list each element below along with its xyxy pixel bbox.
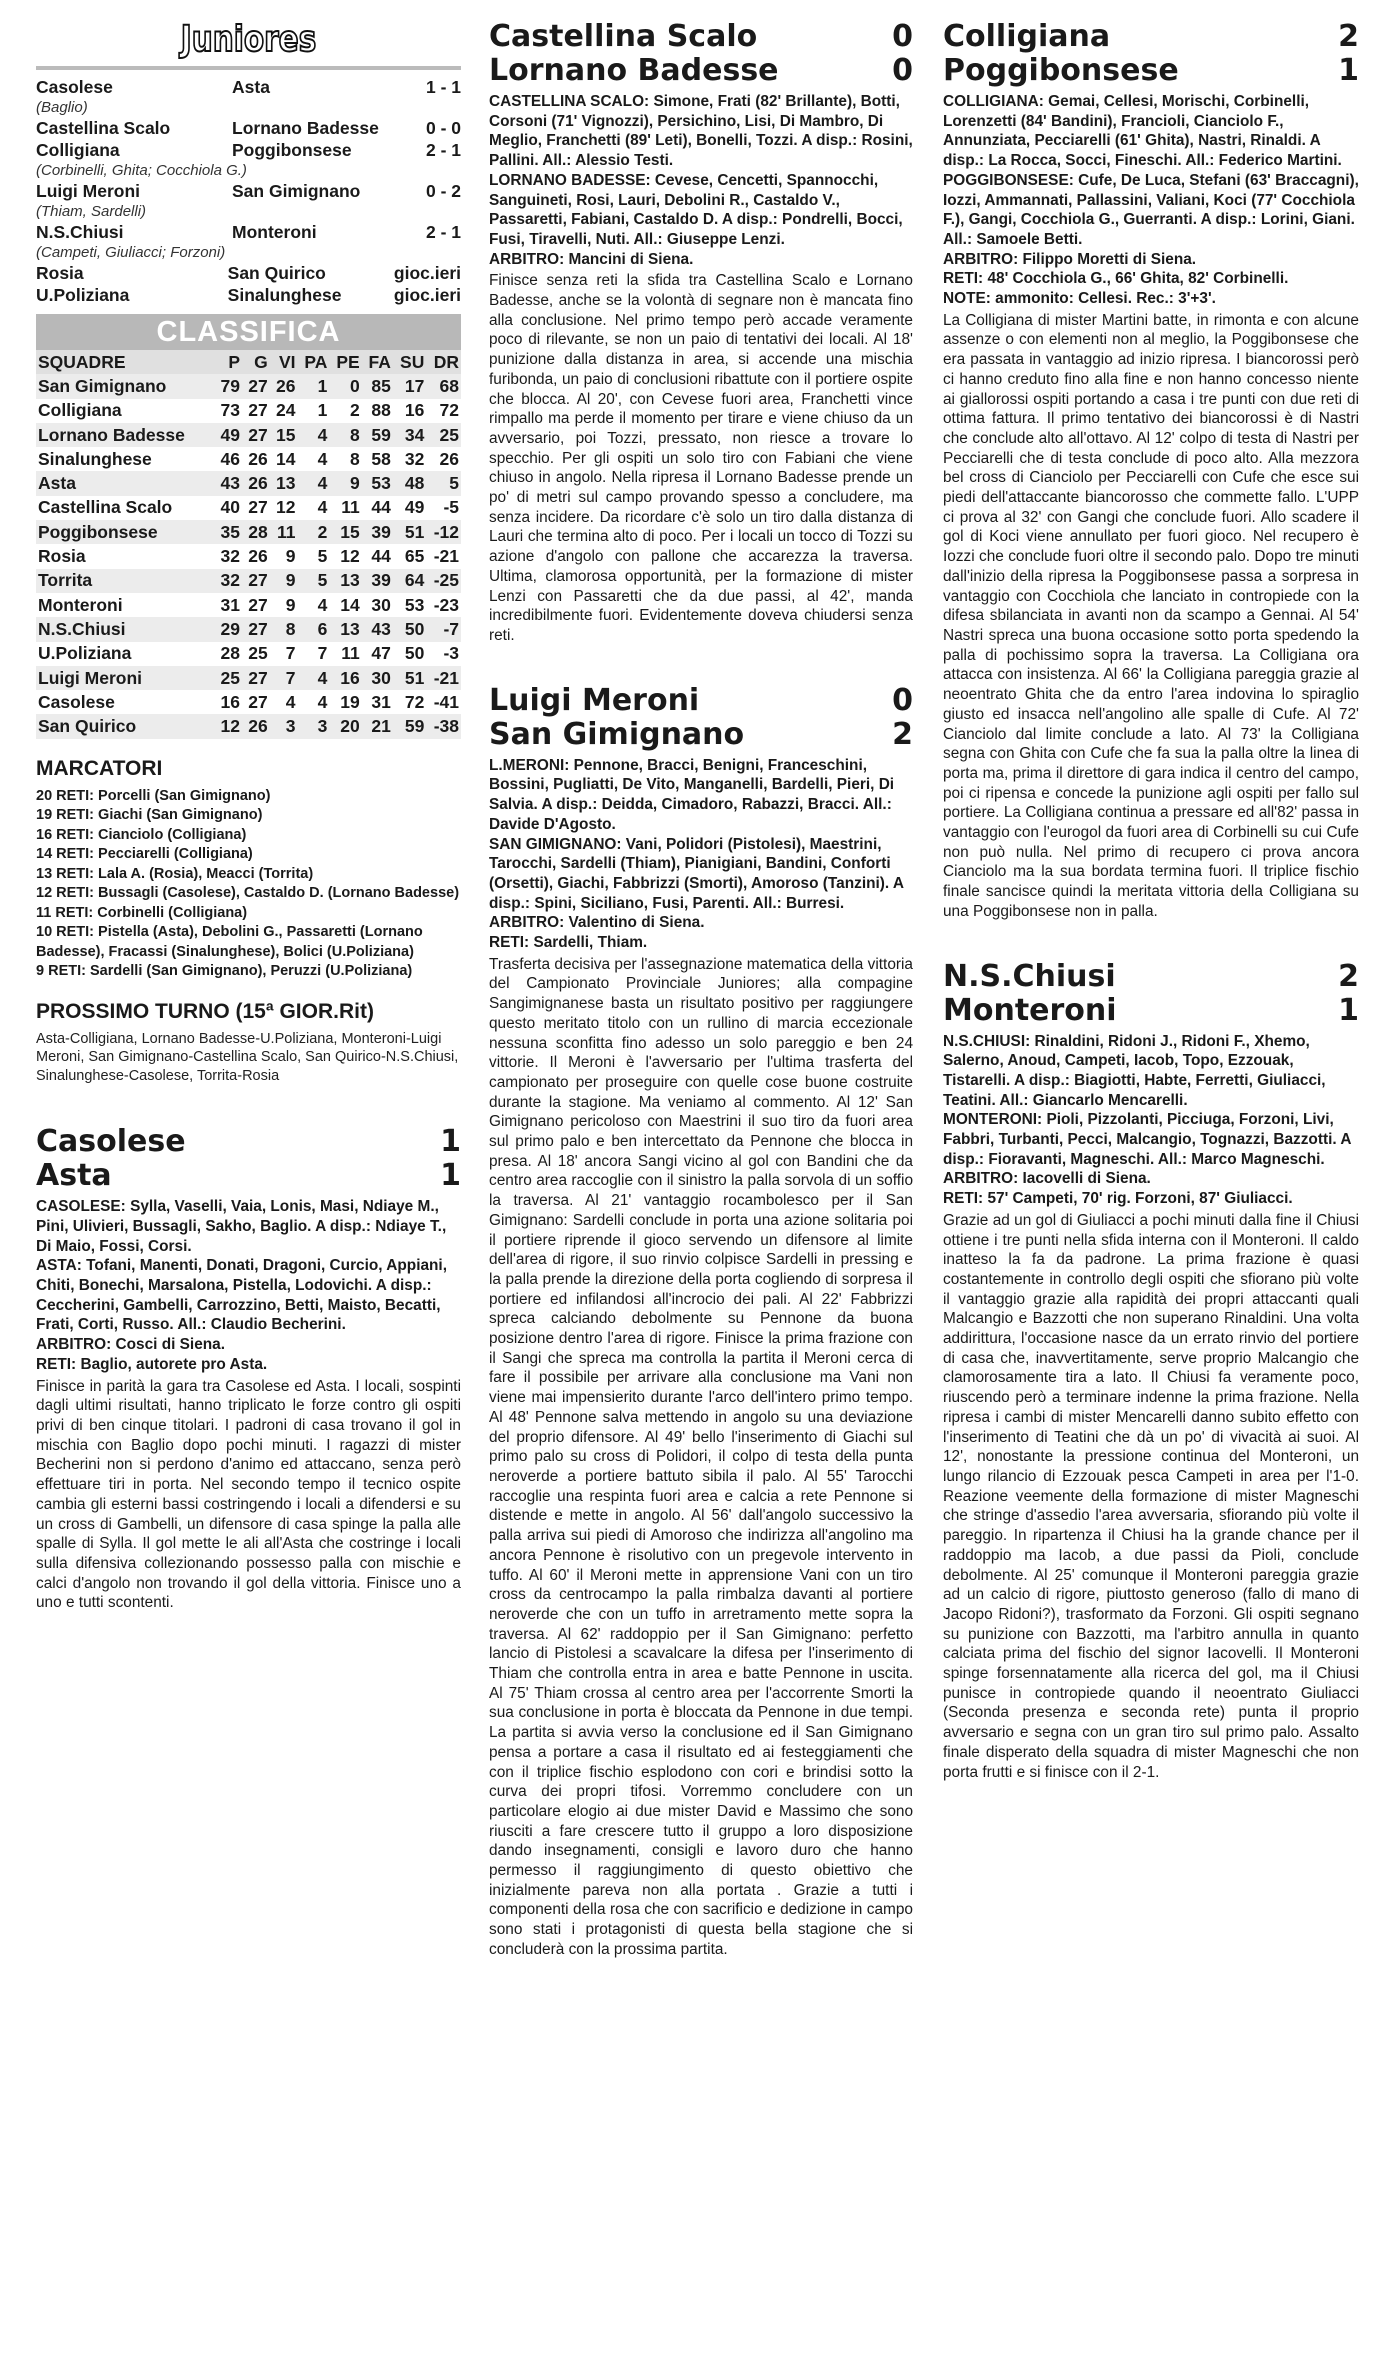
table-row [36, 423, 461, 447]
stat-cell: 2 [350, 400, 360, 421]
away-team: Asta [36, 1158, 112, 1194]
away-team-line [489, 54, 913, 88]
away-team-line [943, 994, 1359, 1028]
stat-cell: 11 [341, 643, 360, 664]
stat-cell: 4 [317, 497, 328, 518]
stat-cell: -5 [443, 497, 459, 518]
home-team: Luigi Meroni [489, 682, 700, 718]
arbitro: ARBITRO: Cosci di Siena. [36, 1336, 225, 1354]
reti: RETI: Sardelli, Thiam. [489, 934, 648, 952]
stat-cell: -25 [433, 570, 459, 591]
table-row [36, 399, 461, 423]
lineup-home: CASOLESE: Sylla, Vaselli, Vaia, Lonis, Masi, Ndiaye M., Pini, Ulivieri, Bussagli, Sakho, Baglio. A disp.: Ndiaye T., Di Maio, Fossi, Corsi. [36, 1198, 447, 1255]
stat-cell: 49 [404, 497, 425, 518]
table-row [36, 714, 461, 738]
team-name-cell: Poggibonsese [38, 521, 158, 542]
table-row [36, 471, 461, 495]
stat-cell: -12 [433, 521, 459, 542]
scorer-line: 14 RETI: Pecciarelli (Colligiana) [36, 846, 253, 863]
stat-cell: 5 [317, 546, 328, 567]
stat-cell: 28 [220, 643, 241, 664]
stat-cell: 16 [220, 691, 241, 712]
stat-cell: 85 [371, 375, 391, 396]
away-score: 2 [892, 716, 913, 752]
stat-cell: 51 [404, 521, 425, 542]
stat-cell: 32 [404, 448, 425, 469]
stat-cell: 9 [285, 594, 296, 615]
stat-cell: 32 [220, 570, 241, 591]
team-name-cell: U.Poliziana [38, 643, 132, 664]
stat-cell: 4 [285, 691, 296, 712]
stat-cell: 59 [404, 716, 425, 737]
stat-cell: 72 [404, 691, 425, 712]
turno-text: Asta-Colligiana, Lornano Badesse-U.Poliziana, Monteroni-Luigi Meroni, San Gimignano-Castellina Scalo, San Quirico-N.S.Chiusi, Sinalunghese-Casolese, Torrita-Rosia [36, 1030, 459, 1084]
away-team: Poggibonsese [943, 53, 1179, 88]
stat-cell: 7 [285, 667, 296, 688]
stat-cell: 26 [248, 473, 268, 494]
home-score: 2 [1338, 19, 1359, 54]
result-row [36, 180, 461, 202]
stat-cell: 51 [404, 667, 425, 688]
stat-cell: 14 [340, 594, 360, 615]
match-chiusi-monteroni [943, 960, 1359, 1783]
result-scorers: (Thiam, Sardelli) [36, 203, 147, 220]
stat-cell: 17 [404, 375, 425, 396]
result-score: 1 - 1 [425, 77, 461, 97]
result-row [36, 117, 461, 139]
home-score: 1 [440, 1124, 461, 1160]
stat-cell: 11 [276, 521, 296, 542]
stat-cell: 13 [276, 473, 296, 494]
stat-cell: 1 [317, 375, 328, 396]
scorer-line: 10 RETI: Pistella (Asta), Debolini G., Passaretti (Lornano Badesse), Fracassi (Sinalunghese), Bolici (U.Poliziana) [36, 924, 423, 960]
stat-cell: 4 [317, 594, 328, 615]
stat-cell: 31 [220, 594, 241, 615]
home-team-line [489, 684, 913, 718]
home-team: Casolese [36, 1124, 186, 1160]
lineup-away: LORNANO BADESSE: Cevese, Cencetti, Spannocchi, Sanguineti, Rosi, Lauri, Debolini R., Castaldo V., Passaretti, Fabiani, Castaldo D. A disp.: Pondrelli, Bocci, Fusi, Tiravelli, Nuti. All.: Giuseppe Lenzi. [489, 171, 903, 248]
stat-cell: -21 [433, 546, 459, 567]
stat-cell: 39 [371, 521, 391, 542]
stat-cell: 8 [285, 618, 296, 639]
arbitro: ARBITRO: Mancini di Siena. [489, 250, 694, 268]
standings-header-cell: PA [297, 350, 329, 374]
stat-cell: 50 [404, 618, 425, 639]
stat-cell: 30 [371, 667, 391, 688]
away-team-line [943, 54, 1359, 88]
result-home: Colligiana [36, 140, 120, 160]
result-score: 2 - 1 [425, 222, 461, 242]
match-casolese-asta [36, 1125, 461, 1613]
stat-cell: 26 [248, 448, 268, 469]
stat-cell: 73 [220, 400, 241, 421]
result-home: Luigi Meroni [36, 181, 141, 201]
lineup-home: N.S.CHIUSI: Rinaldini, Ridoni J., Ridoni F., Xhemo, Salerno, Anoud, Campeti, Iacob, Topo, Ezzouak, Tistarelli. A disp.: Biagiotti, Habte, Ferretti, Giuliacci, Teatini. All.: Giancarlo Mencarelli. [943, 1032, 1326, 1109]
lineup-home: L.MERONI: Pennone, Bracci, Benigni, Franceschini, Bossini, Pugliatti, De Vito, Manganelli, Bardelli, Pieri, Di Salvia. A disp.: Deidda, Cimadoro, Rabazzi, Bracci. All.: Davide D'Agosto. [489, 756, 895, 833]
table-row [36, 642, 461, 666]
stat-cell: 39 [371, 570, 391, 591]
stat-cell: 65 [404, 546, 425, 567]
stat-cell: 8 [350, 424, 360, 445]
stat-cell: 27 [248, 424, 268, 445]
lineup-home: COLLIGIANA: Gemai, Cellesi, Morischi, Corbinelli, Lorenzetti (84' Bandini), Francioli, Cianciolo F., Annunziata, Pecciarelli (61' Ghita), Nastri, Rinaldi. A disp.: La Rocca, Socci, Fineschi. All.: Federico Martini. [943, 93, 1342, 170]
result-away: Asta [232, 77, 270, 97]
standings-header-cell: FA [362, 350, 393, 374]
stat-cell: 35 [220, 521, 241, 542]
team-name-cell: Castellina Scalo [38, 497, 173, 518]
stat-cell: 20 [340, 716, 360, 737]
home-team: Colligiana [943, 19, 1111, 54]
stat-cell: -3 [443, 643, 459, 664]
result-row [36, 284, 461, 306]
away-score: 1 [1338, 992, 1359, 1028]
stat-cell: 26 [248, 546, 268, 567]
match-castellina-lornano [489, 20, 913, 646]
stat-cell: 4 [317, 667, 328, 688]
note: NOTE: ammonito: Cellesi. Rec.: 3'+3'. [943, 290, 1216, 308]
result-scorers: (Campeti, Giuliacci; Forzoni) [36, 244, 226, 261]
away-team-line [489, 718, 913, 752]
stat-cell: 27 [248, 691, 268, 712]
stat-cell: 27 [248, 594, 268, 615]
home-team-line [943, 960, 1359, 994]
column-right [943, 20, 1359, 1782]
away-score: 0 [892, 53, 913, 88]
lineup-away: POGGIBONSESE: Cufe, De Luca, Stefani (63' Braccagni), Iozzi, Ammannati, Pallassini, Valiani, Koci (77' Cocchiola F.), Gangi, Cocchiola G., Guerranti. A disp.: Lorini, Giani. All.: Samoele Betti. [943, 171, 1359, 248]
team-name-cell: Colligiana [38, 400, 122, 421]
stat-cell: 43 [220, 473, 241, 494]
stat-cell: 50 [404, 643, 425, 664]
result-scorers: (Baglio) [36, 99, 88, 116]
stat-cell: -38 [433, 716, 459, 737]
result-home: N.S.Chiusi [36, 222, 124, 242]
team-name-cell: Torrita [38, 570, 93, 591]
stat-cell: 44 [371, 497, 391, 518]
standings-header-cell: SU [393, 350, 426, 374]
stat-cell: 16 [340, 667, 360, 688]
team-name-cell: Asta [38, 473, 76, 494]
team-name-cell: Lornano Badesse [38, 424, 185, 445]
result-score: 2 - 1 [425, 140, 461, 160]
result-score: gioc.ieri [393, 263, 461, 283]
stat-cell: 7 [317, 643, 328, 664]
marcatori-list [36, 787, 461, 982]
stat-cell: 27 [248, 375, 268, 396]
lineup-home: CASTELLINA SCALO: Simone, Frati (82' Brillante), Botti, Corsoni (71' Vignozzi), Persichino, Lisi, Di Mambro, Di Meglio, Franchetti (89' Leti), Bonelli, Tozzi. A disp.: Rosini, Pallini. All.: Alessio Testi. [489, 93, 913, 170]
home-score: 0 [892, 682, 913, 718]
lineup-away: ASTA: Tofani, Manenti, Donati, Dragoni, Curcio, Appiani, Chiti, Bonechi, Marsalona, Pistella, Lodovichi. A disp.: Ceccherini, Gambelli, Carrozzino, Betti, Maisto, Becatti, Frati, Corti, Russo. All.: Claudio Becherini. [36, 1257, 447, 1334]
standings-body [36, 374, 461, 738]
stat-cell: 68 [439, 375, 459, 396]
reti: RETI: 48' Cocchiola G., 66' Ghita, 82' Corbinelli. [943, 270, 1289, 288]
match-colligiana-poggibonsese [943, 20, 1359, 922]
stat-cell: 9 [350, 473, 360, 494]
stat-cell: 9 [285, 570, 296, 591]
stat-cell: 11 [341, 497, 360, 518]
stat-cell: -21 [433, 667, 459, 688]
match-report: Finisce senza reti la sfida tra Castellina Scalo e Lornano Badesse, anche se la volontà di segnare non è mancata fino alla conclusione. Nel primo tempo però accade veramente poco di rilevante, se non un paio di tentativi dei locali. Al 18' punizione dalla distanza in area, si accende una mischia furibonda, un paio di conclusioni ribattute con il portiere ospite che blocca. Al 20', con Cevese fuori area, Franchetti vince rimpallo ma perde il momento per tirare e viene chiuso da un avversario, poi Tozzi, pressato, non riesce a trovare lo specchio. Per gli ospiti un solo tiro con Fabiani che viene chiuso in angolo. Nella ripresa il Lornano Badesse prende un po' di metri sul campo provando spesso a concludere, ma senza incidere. Da ricordare c'è solo un tiro dalla distanza di Lauri che termina alto di poco. Per i locali un tocco di Tozzi su azione d'angolo con pallone che accarezza la traversa. Ultima, clamorosa opportunità, per la formazione di mister Lenzi con Passaretti che da due passi, al 42', manda incredibilmente fuori. Evidentemente doveva chiudersi senza reti. [489, 272, 913, 644]
home-team: N.S.Chiusi [943, 958, 1116, 994]
stat-cell: 6 [317, 618, 328, 639]
result-row [36, 221, 461, 243]
scorer-line: 13 RETI: Lala A. (Rosia), Meacci (Torrita) [36, 865, 314, 882]
stat-cell: 5 [317, 570, 328, 591]
home-team-line [36, 1125, 461, 1159]
result-away: San Quirico [227, 263, 326, 283]
stat-cell: 5 [449, 473, 459, 494]
stat-cell: 4 [317, 424, 328, 445]
stat-cell: 25 [220, 667, 241, 688]
team-name-cell: Sinalunghese [38, 448, 152, 469]
away-score: 1 [1338, 53, 1359, 88]
stat-cell: 25 [439, 424, 459, 445]
stat-cell: 34 [404, 424, 425, 445]
away-score: 1 [440, 1158, 461, 1194]
result-row [36, 262, 461, 284]
table-row [36, 617, 461, 641]
scorer-line: 11 RETI: Corbinelli (Colligiana) [36, 904, 248, 921]
column-left [36, 20, 461, 1613]
reti: RETI: Baglio, autorete pro Asta. [36, 1355, 268, 1373]
table-row [36, 544, 461, 568]
arbitro: ARBITRO: Iacovelli di Siena. [943, 1170, 1151, 1188]
away-team-line [36, 1159, 461, 1193]
home-team-line [943, 20, 1359, 54]
result-away: Poggibonsese [232, 140, 352, 160]
stat-cell: 46 [220, 448, 241, 469]
team-name-cell: Casolese [38, 691, 115, 712]
stat-cell: 13 [340, 570, 360, 591]
result-away: Lornano Badesse [232, 118, 379, 138]
standings-header-cell: SQUADRE [36, 350, 214, 374]
stat-cell: 25 [248, 643, 268, 664]
home-score: 0 [892, 19, 913, 54]
stat-cell: 12 [220, 716, 241, 737]
result-scorers: (Corbinelli, Ghita; Cocchiola G.) [36, 162, 247, 179]
scorer-line: 16 RETI: Cianciolo (Colligiana) [36, 826, 247, 843]
table-row [36, 593, 461, 617]
stat-cell: 79 [220, 375, 241, 396]
team-name-cell: Rosia [38, 546, 86, 567]
stat-cell: 19 [340, 691, 360, 712]
stat-cell: 44 [371, 546, 391, 567]
stat-cell: 30 [371, 594, 391, 615]
result-away: Sinalunghese [227, 285, 342, 305]
stat-cell: 88 [371, 400, 391, 421]
team-name-cell: Monteroni [38, 594, 123, 615]
divider [36, 66, 461, 70]
match-report: Finisce in parità la gara tra Casolese ed Asta. I locali, sospinti dagli ultimi risultati, hanno triplicato le forze contro gli ospiti privi di ben cinque titolari. I padroni di casa trovano il gol in mischia con Baglio dopo pochi minuti. I ragazzi di mister Becherini non si perdono d'animo ed attaccano, senza però effettuare tiri in porta. Nel secondo tempo il tecnico ospite cambia gli esterni bassi costringendo i locali a difendersi e su un cross di Gambelli, un difensore di casa spinge la palla alle spalle di Sylla. Il gol mette le ali all'Asta che costringe i locali sulla difensiva collezionando possesso palla con mischie e calci d'angolo non trovando il gol della vittoria. Finisce uno a uno e tutti scontenti. [36, 1377, 461, 1612]
stat-cell: 27 [248, 570, 268, 591]
result-score: 0 - 2 [425, 181, 461, 201]
team-name-cell: Luigi Meroni [38, 667, 143, 688]
table-row [36, 496, 461, 520]
stat-cell: 29 [220, 618, 241, 639]
stat-cell: 32 [220, 546, 241, 567]
stat-cell: -23 [433, 594, 459, 615]
match-meroni-sangimignano [489, 684, 913, 1960]
arbitro: ARBITRO: Filippo Moretti di Siena. [943, 250, 1197, 268]
stat-cell: 64 [404, 570, 425, 591]
scorer-line: 19 RETI: Giachi (San Gimignano) [36, 807, 263, 824]
lineup-away: SAN GIMIGNANO: Vani, Polidori (Pistolesi), Maestrini, Tarocchi, Sardelli (Thiam), Pianigiani, Bandini, Conforti (Orsetti), Giachi, Fabbrizzi (Smorti), Amoroso (Tanzini). A disp.: Spini, Siciliano, Fusi, Parenti. All.: Burresi. [489, 835, 904, 912]
table-row [36, 666, 461, 690]
stat-cell: 4 [317, 473, 328, 494]
table-row [36, 374, 461, 398]
result-home: Rosia [36, 263, 84, 283]
result-away: Monteroni [232, 222, 317, 242]
standings-header [36, 350, 461, 374]
away-team: Monteroni [943, 992, 1117, 1028]
scorer-line: 9 RETI: Sardelli (San Gimignano), Peruzzi (U.Poliziana) [36, 963, 413, 980]
home-team: Castellina Scalo [489, 19, 758, 54]
result-row [36, 139, 461, 161]
scorer-line: 20 RETI: Porcelli (San Gimignano) [36, 787, 271, 804]
classifica-title: CLASSIFICA [36, 314, 461, 350]
stat-cell: 27 [248, 400, 268, 421]
stat-cell: 12 [340, 546, 360, 567]
stat-cell: 43 [371, 618, 391, 639]
standings-header-cell: G [242, 350, 270, 374]
stat-cell: 53 [371, 473, 391, 494]
stat-cell: 21 [371, 716, 391, 737]
table-row [36, 569, 461, 593]
away-team: Lornano Badesse [489, 53, 779, 88]
stat-cell: 27 [248, 618, 268, 639]
stat-cell: -7 [443, 618, 459, 639]
stat-cell: 0 [350, 375, 360, 396]
stat-cell: 26 [276, 375, 296, 396]
away-team: San Gimignano [489, 716, 745, 752]
stat-cell: 4 [317, 691, 328, 712]
stat-cell: 16 [404, 400, 425, 421]
home-score: 2 [1338, 958, 1359, 994]
standings-header-cell: VI [270, 350, 298, 374]
match-report: La Colligiana di mister Martini batte, in rimonta e con alcune assenze o con elementi non al meglio, la Poggibonsese che era passata in vantaggio ad inizio ripresa. I biancorossi però ci hanno creduto fino alla fine e non hanno concesso niente ai giallorossi ospiti portando a casa i tre punti con due reti di ottima fattura. Il primo tentativo dei biancorossi è di Nastri che conclude alto all'ottavo. Al 12' colpo di testa di Nastri per Pecciarelli che di testa conclude di poco alto. Alla mezzora bel cross di Cianciolo per Pecciarelli con Cufe che esce sui piedi dell'attaccante biancorosso che commette fallo. L'UPP ci prova al 32' con Gangi che conclude fuori. Allo scadere il gol di Koci viene annullato per fuori gioco. Nel recupero è Iozzi che conclude fuori oltre il secondo palo. Dopo tre minuti dall'inizio della ripresa la Poggibonsese passa a sorpresa in vantaggio con Cocchiola che lanciato in contropiede con la difesa sbilanciata in avanti non da scampo a Gennai. Al 54' Nastri spreca una buona occasione sotto porta spedendo la palla di pochissimo sopra la traversa. La Colligiana ora attacca con insistenza. Al 66' la Colligiana pareggia grazie al neoentrato Ghita che da entro l'area indovina lo spiraglio giusto ed insacca nell'angolino alle spalle di Cufe. Al 72' Cianciolo dal limite conclude a lato. Al 73' la Colligiana segna con Ghita con Cufe che fa sua la palla oltre la linea di porta ma, prima il direttore di gara indica il centro del campo, poi ci ripensa e concede la punizione agli ospiti per fallo sul portiere. La Colligiana continua a pressare ed all'82' passa in vantaggio con l'eurogol da fuori area di Corbinelli su cui Cufe non può nulla. Nel primo di recupero ci prova ancora Cianciolo ma la sua bordata termina fuori. Il triplice fischio finale sancisce quindi la meritata vittoria della Colligiana su una Poggibonsese non in palla. [943, 311, 1359, 920]
stat-cell: 3 [285, 716, 296, 737]
results-list [36, 76, 461, 306]
stat-cell: 9 [285, 546, 296, 567]
stat-cell: 59 [371, 424, 391, 445]
standings-table [36, 350, 461, 739]
section-title: Juniores [180, 19, 317, 60]
result-home: Casolese [36, 77, 113, 97]
match-report: Trasferta decisiva per l'assegnazione matematica della vittoria del Campionato Provinciale Juniores; alla compagine Sangimignanese basta un risultato positivo per raggiungere questo meritato titolo con un rullino di marcia eccezionale nessuna sconfitta fino adesso un solo pareggio e ben 24 vittorie. Il Meroni è l'avversario per l'ultima trasferta del campionato per proseguire con quelle cose buone costruite durante la stagione. Ma veniamo al commento. Al 12' San Gimignano pericoloso con Maestrini il suo tiro da fuori area sul primo palo e ben intercettato da Pennone che blocca in presa. Al 18' ancora Sangi vicino al gol con Bandini che da centro area raccoglie con il sinistro la palla sorvola di un soffio la traversa. Al 21' vantaggio rocambolesco per il San Gimignano: Sardelli conclude in porta una azione solitaria poi il portiere riprende il gioco servendo un difensore al limite dell'area di rigore, il suo rinvio colpisce Sardelli in pressing e la palla prende la direzione della porta cogliendo di sorpresa il portiere ed infilandosi all'incrocio dei pali. Al 22' Fabbrizzi spreca calciando debolmente su Pennone da buona posizione dentro l'area di rigore. Finisce la prima frazione con il Sangi che spreca ma controlla la partita il Meroni cerca di fare il possibile per arrivare alla conclusione ma Vani non viene mai impensierito durante l'arco dell'intero primo tempo. Al 48' Pennone salva mettendo in angolo su una deviazione del proprio difensore. Al 49' bello l'inserimento di Giachi sul primo palo su cross di Polidori, il colpo di testa della punta neroverde a portiere battuto sibila il palo. Al 55' Tarocchi raccoglie una respinta fuori area e calcia a rete Pennone si distende e mette in angolo. Al 56' dall'angolo successivo la palla arriva sui piedi di Amoroso che indirizza all'angolino ma ancora Pennone è risolutivo con un pregevole intervento in tuffo. Al 60' il Meroni mette in apprensione Vani con un tiro cross da centrocampo la palla rimbalza davanti al portiere neroverde che con un tuffo in arretramento mette sopra la traversa. Al 62' raddoppio per il San Gimignano: perfetto lancio di Pistolesi a scavalcare la difesa per l'inserimento di Thiam che controlla entra in area e batte Pennone in uscita. Al 75' Thiam crossa al centro area per l'accorrente Smorti la sua conclusione in porta è bloccata da Pennone in due tempi. La partita si avvia verso la conclusione ed il San Gimignano pensa a portare a casa il risultato ed ai festeggiamenti che con il triplice fischio esplodono con cori e brindisi sotto la curva dei propri tifosi. Vorremmo concludere con un particolare elogio ai due mister David e Massimo che sono riusciti a fare crescere tutto il gruppo a loro disposizione dando insegnamenti, consigli e lavoro duro che hanno permesso il raggiungimento di questo obiettivo che inizialmente pareva non alla portata . Grazie a tutti i componenti della rosa che con sacrificio e dedizione in campo sono stati i protagonisti di questa bella stagione che si concluderà con la prossima partita. [489, 955, 913, 1958]
stat-cell: 72 [439, 400, 459, 421]
stat-cell: 14 [276, 448, 296, 469]
stat-cell: 31 [371, 691, 391, 712]
result-row [36, 76, 461, 98]
stat-cell: 58 [371, 448, 391, 469]
result-home: U.Poliziana [36, 285, 130, 305]
stat-cell: 15 [276, 424, 296, 445]
table-row [36, 520, 461, 544]
standings-header-cell: P [214, 350, 242, 374]
stat-cell: 7 [285, 643, 296, 664]
stat-cell: 47 [371, 643, 391, 664]
stat-cell: 24 [276, 400, 296, 421]
result-away: San Gimignano [232, 181, 361, 201]
stat-cell: 40 [220, 497, 241, 518]
stat-cell: 27 [248, 667, 268, 688]
stat-cell: 53 [404, 594, 425, 615]
stat-cell: 27 [248, 497, 268, 518]
standings-header-cell: PE [329, 350, 361, 374]
scorer-line: 12 RETI: Bussagli (Casolese), Castaldo D. (Lornano Badesse) [36, 885, 460, 902]
arbitro: ARBITRO: Valentino di Siena. [489, 914, 705, 932]
stat-cell: 26 [248, 716, 268, 737]
stat-cell: 4 [317, 448, 328, 469]
result-home: Castellina Scalo [36, 118, 171, 138]
result-score: gioc.ieri [393, 285, 461, 305]
team-name-cell: N.S.Chiusi [38, 618, 126, 639]
stat-cell: 8 [350, 448, 360, 469]
stat-cell: 13 [340, 618, 360, 639]
stat-cell: 1 [317, 400, 328, 421]
stat-cell: 28 [248, 521, 268, 542]
stat-cell: 26 [439, 448, 459, 469]
team-name-cell: San Gimignano [38, 375, 167, 396]
column-middle [489, 20, 913, 1960]
home-team-line [489, 20, 913, 54]
table-row [36, 690, 461, 714]
marcatori-title: MARCATORI [36, 756, 163, 780]
stat-cell: 3 [317, 716, 328, 737]
turno-title: PROSSIMO TURNO (15ª GIOR.Rit) [36, 999, 374, 1023]
stat-cell: 2 [317, 521, 328, 542]
stat-cell: 49 [220, 424, 241, 445]
stat-cell: -41 [433, 691, 459, 712]
table-row [36, 447, 461, 471]
team-name-cell: San Quirico [38, 716, 137, 737]
stat-cell: 15 [340, 521, 360, 542]
lineup-away: MONTERONI: Pioli, Pizzolanti, Picciuga, Forzoni, Livi, Fabbri, Turbanti, Pecci, Malcangio, Tognazzi, Bazzotti. A disp.: Fioravanti, Magneschi. All.: Marco Magneschi. [943, 1111, 1351, 1168]
standings-header-cell: DR [426, 350, 461, 374]
stat-cell: 48 [404, 473, 425, 494]
match-report: Grazie ad un gol di Giuliacci a pochi minuti dalla fine il Chiusi ottiene i tre punti nella sfida interna con il Monteroni. Il caldo inatteso la fa da padrone. La prima frazione è quasi costantemente in controllo degli ospiti che sfiorano più volte il vantaggio grazie alla rapidità dei propri attaccanti quali Malcangio e Bazzotti che non superano Rinaldini. Una volta addirittura, l'occasione nasce da un errato rinvio del portiere di casa che, inavvertitamente, serve proprio Malcangio che clamorosamente tira a lato. Il Chiusi fa veramente poco, riuscendo però a terminare indenne la prima frazione. Nella ripresa i cambi di mister Mencarelli danno subito effetto con l'inserimento di Teatini che dà un po' di vivacità ai suoi. Al 12', nonostante la pressione continua del Monteroni, un lungo rilancio di Ezzouak pesca Campeti in area per l'1-0. Reazione veemente della formazione di mister Magneschi che stringe d'assedio l'area avversaria, sfiorando più volte il pareggio. In ripartenza il Chiusi ha la grande chance per il raddoppio ma Iacob, a due passi da Pioli, conclude debolmente. Al 25' comunque il Monteroni pareggia grazie ad un calcio di rigore, piuttosto generoso (fallo di mano di Jacopo Ridoni?), trasformato da Forzoni. Gli ospiti segnano su punizione con Bazzotti, ma l'arbitro annulla in quanto calciata prima del fischio del signor Iacovelli. Il Monteroni spinge forsennatamente alla ricerca del gol, ma il Chiusi punisce in contropiede quando il neoentrato Giuliacci (Seconda presenza e seconda rete) punta il proprio avversario e segna con un gran tiro sul primo palo. Assalto finale disperato della squadra di mister Magneschi che non porta frutti e si finisce con il 2-1. [943, 1211, 1359, 1781]
stat-cell: 12 [276, 497, 296, 518]
reti: RETI: 57' Campeti, 70' rig. Forzoni, 87' Giuliacci. [943, 1190, 1293, 1208]
result-score: 0 - 0 [425, 118, 461, 138]
